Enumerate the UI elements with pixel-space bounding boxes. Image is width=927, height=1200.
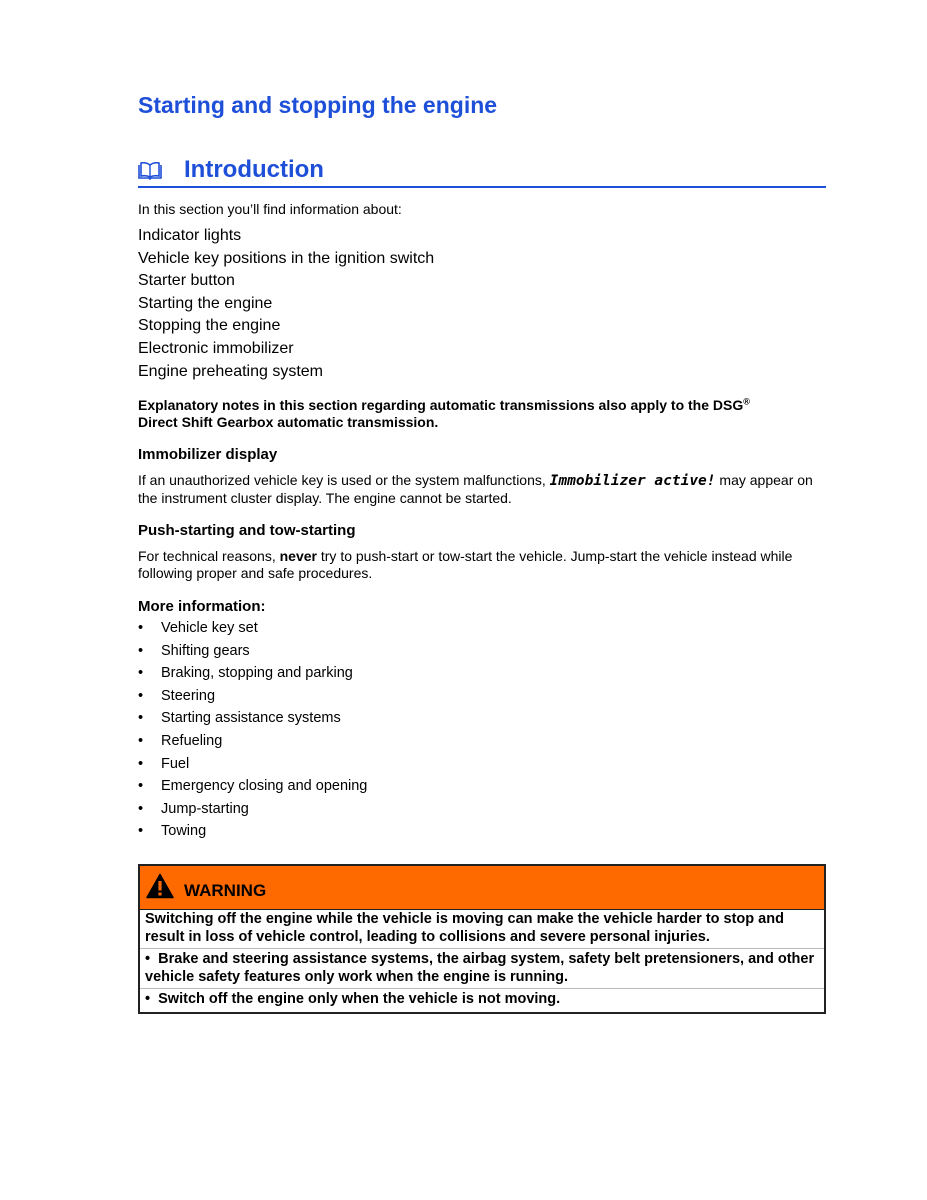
immobilizer-heading: Immobilizer display xyxy=(138,446,278,463)
bullet: • xyxy=(138,778,144,795)
warning-bullet-text: Brake and steering assistance systems, the airbag system, safety belt pretensioners, and other vehicle safety features only work when the engine is running. xyxy=(145,951,815,985)
topic-item: Electronic immobilizer xyxy=(138,339,294,357)
note-line-1: Explanatory notes in this section regarding automatic transmissions also apply to the DSG xyxy=(138,397,744,413)
bullet: • xyxy=(138,710,144,727)
warning-box xyxy=(138,864,826,1014)
page-title: Starting and stopping the engine xyxy=(138,92,498,118)
warning-divider xyxy=(140,988,824,989)
immobilizer-text xyxy=(138,472,826,507)
more-info-item xyxy=(138,643,367,666)
more-info-item-label: Starting assistance systems xyxy=(161,710,341,727)
warning-bullet-item xyxy=(145,951,817,986)
more-info-heading: More information: xyxy=(138,598,266,615)
topic-item: Indicator lights xyxy=(138,227,242,244)
topic-item: Vehicle key positions in the ignition switch xyxy=(138,249,435,267)
more-info-item-label: Refueling xyxy=(161,732,223,749)
warning-bullet-item xyxy=(145,991,817,1009)
display-message: Immobilizer active! xyxy=(549,473,716,489)
intro-text: In this section you’ll find information about: xyxy=(138,201,402,217)
bullet: • xyxy=(138,687,144,704)
more-info-item-label: Fuel xyxy=(161,755,190,772)
more-info-item xyxy=(138,620,367,643)
bullet: • xyxy=(138,755,144,772)
warning-triangle-icon xyxy=(146,873,174,899)
open-book-icon xyxy=(138,162,162,180)
push-start-text xyxy=(138,548,826,582)
more-info-item-label: Shifting gears xyxy=(161,642,250,659)
topic-item: Stopping the engine xyxy=(138,317,281,335)
section-title: Introduction xyxy=(184,156,324,183)
more-info-item xyxy=(138,801,367,824)
more-info-item xyxy=(138,756,367,779)
bullet: • xyxy=(138,800,144,817)
warning-text: Switching off the engine while the vehicle is moving can make the vehicle harder to stop and result in loss of vehicle control, leading to collisions and severe personal injuries. xyxy=(145,911,784,945)
transmission-note xyxy=(138,397,826,431)
warning-bullet-text: Switch off the engine only when the vehicle is not moving. xyxy=(158,991,561,1007)
more-info-item-label: Braking, stopping and parking xyxy=(161,665,353,682)
bullet: • xyxy=(138,620,144,636)
bullet: • xyxy=(145,951,151,967)
never-emphasis: never xyxy=(279,548,317,564)
bullet: • xyxy=(138,823,144,840)
bullet: • xyxy=(145,991,151,1007)
more-info-item xyxy=(138,665,367,688)
more-info-item-label: Steering xyxy=(161,687,216,704)
immobilizer-text-before: If an unauthorized vehicle key is used or the system malfunctions, xyxy=(138,472,550,488)
more-info-item xyxy=(138,710,367,733)
immobilizer-text-after: may appear on the instrument cluster display. The engine cannot be started. xyxy=(138,472,813,506)
warning-label: WARNING xyxy=(184,881,267,900)
topic-item: Engine preheating system xyxy=(138,362,323,380)
warning-divider xyxy=(140,948,824,949)
bullet: • xyxy=(138,732,144,749)
registered-mark: ® xyxy=(743,396,750,407)
note-line-2: Direct Shift Gearbox automatic transmission. xyxy=(138,414,439,430)
warning-header xyxy=(140,866,824,910)
more-info-item xyxy=(138,778,367,801)
bullet: • xyxy=(138,665,144,682)
push-start-text-before: For technical reasons, xyxy=(138,548,280,564)
topic-list xyxy=(138,226,434,384)
more-info-item xyxy=(138,733,367,756)
more-info-item-label: Vehicle key set xyxy=(161,620,258,636)
section-header xyxy=(138,156,826,188)
topic-item: Starter button xyxy=(138,272,235,290)
bullet: • xyxy=(138,642,144,659)
push-start-heading: Push-starting and tow-starting xyxy=(138,522,356,539)
topic-item: Starting the engine xyxy=(138,294,273,312)
more-info-item xyxy=(138,823,367,846)
more-info-item-label: Towing xyxy=(161,823,207,840)
push-start-text-after: try to push-start or tow-start the vehicle. Jump-start the vehicle instead while following proper and safe procedures. xyxy=(138,548,793,581)
more-info-item-label: Jump-starting xyxy=(161,800,249,817)
more-info-item xyxy=(138,688,367,711)
more-info-list xyxy=(138,620,367,846)
more-info-item-label: Emergency closing and opening xyxy=(161,778,368,795)
